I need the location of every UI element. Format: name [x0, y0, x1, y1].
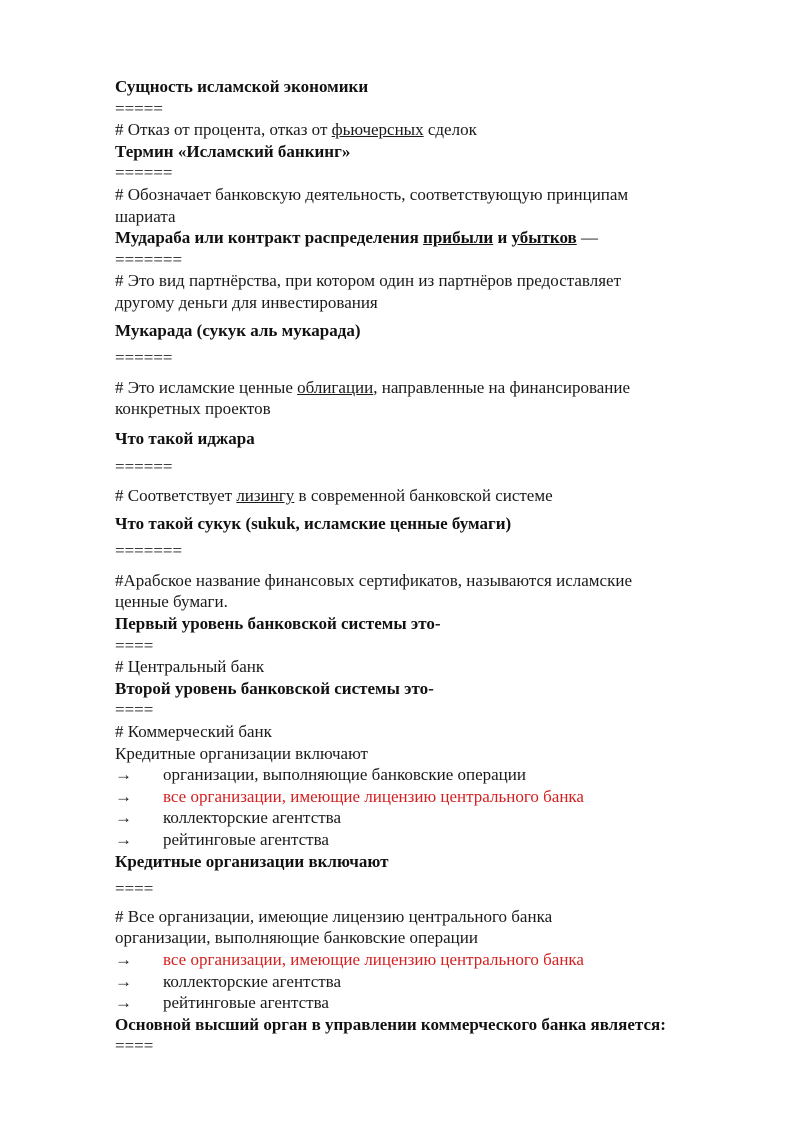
underlined-term: прибыли	[423, 228, 494, 248]
answer-line: # Соответствует лизингу в современной банковской системе	[115, 486, 553, 506]
question-title: Сущность исламской экономики	[115, 77, 369, 96]
question-title: Основной высший орган в управлении коммерческого банка является:	[115, 1014, 666, 1034]
answer-line: # Это вид партнёрства, при котором один из партнёров предоставляет	[115, 271, 622, 291]
separator: ====	[115, 1036, 154, 1056]
question-title: Первый уровень банковской системы это-	[115, 614, 441, 634]
question-title: Термин «Исламский банкинг»	[115, 141, 351, 161]
list-item	[115, 949, 740, 971]
arrow-icon: →	[115, 971, 132, 991]
list-item: → коллекторские агентства	[115, 971, 342, 991]
question-title: Мукарада (сукук аль мукарада)	[115, 320, 361, 340]
arrow-icon: →	[115, 830, 132, 849]
question-title: Второй уровень банковской системы это-	[115, 678, 434, 698]
answer-line: шариата	[115, 206, 176, 226]
list-item	[115, 786, 740, 808]
arrow-icon: →	[115, 765, 132, 785]
arrow-icon: →	[115, 949, 132, 969]
separator: =======	[115, 541, 183, 561]
separator: ======	[115, 456, 173, 476]
underlined-term: фьючерсных	[331, 120, 424, 140]
answer-line: # Обозначает банковскую деятельность, соответствующую принципам	[115, 184, 629, 204]
separator: ====	[115, 635, 154, 655]
list-item: → рейтинговые агентства	[115, 993, 329, 1013]
answer-line: # Коммерческий банк	[115, 722, 272, 742]
underlined-term: лизингу	[236, 486, 295, 506]
answer-line: #Арабское название финансовых сертификатов, называются исламские	[115, 570, 632, 590]
separator: =====	[115, 98, 163, 118]
question-title: Что такой сукук (sukuk, исламские ценные бумаги)	[115, 513, 512, 533]
question-title: Мудараба или контракт распределения прибыли и убытков —	[115, 228, 598, 248]
separator: ======	[115, 163, 173, 183]
list-item: → организации, выполняющие банковские операции	[115, 765, 526, 785]
separator: =======	[115, 249, 183, 269]
underlined-term: убытков	[511, 228, 577, 248]
answer-line: # Это исламские ценные облигации, направленные на финансирование	[115, 377, 631, 397]
arrow-icon: →	[115, 993, 132, 1013]
answer-line: # Все организации, имеющие лицензию центрального банка	[115, 906, 553, 926]
correct-answer: все организации, имеющие лицензию центрального банка	[163, 786, 584, 806]
arrow-icon: →	[115, 808, 132, 828]
question-title: Кредитные организации включают	[115, 851, 389, 871]
answer-line: # Центральный банк	[115, 657, 265, 677]
answer-line: # Отказ от процента, отказ от фьючерсных сделок	[115, 120, 477, 140]
answer-line: конкретных проектов	[115, 399, 271, 419]
separator: ====	[115, 879, 154, 899]
separator: ======	[115, 348, 173, 368]
list-item: → рейтинговые агентства	[115, 830, 329, 849]
separator: ====	[115, 700, 154, 720]
underlined-term: облигации	[297, 377, 374, 397]
list-title: Кредитные организации включают	[115, 743, 368, 763]
list-item: → коллекторские агентства	[115, 808, 342, 828]
question-title: Что такой иджара	[115, 428, 255, 448]
correct-answer: все организации, имеющие лицензию центрального банка	[163, 949, 584, 969]
arrow-icon: →	[115, 786, 132, 806]
answer-line: другому деньги для инвестирования	[115, 292, 378, 312]
answer-line: ценные бумаги.	[115, 592, 228, 612]
answer-line: организации, выполняющие банковские операции	[115, 928, 478, 948]
